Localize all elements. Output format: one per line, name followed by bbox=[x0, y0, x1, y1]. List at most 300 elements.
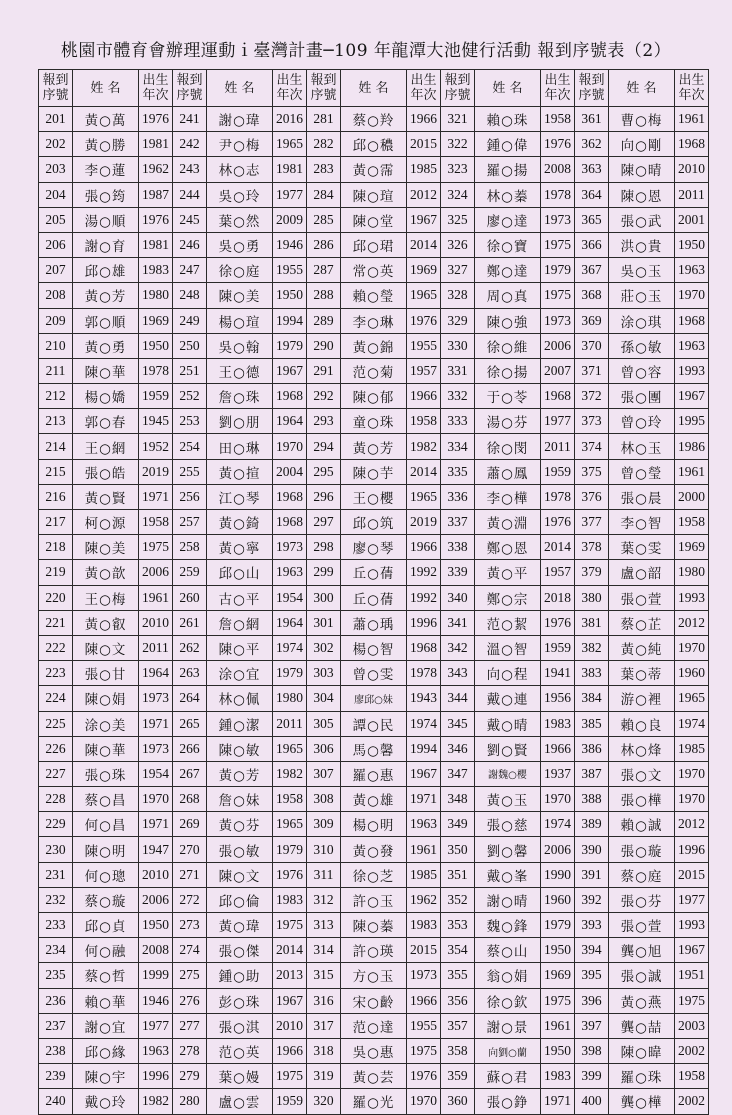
serial-number-cell: 313 bbox=[307, 913, 341, 938]
name-cell: 戴○峯 bbox=[475, 862, 541, 887]
serial-number-cell: 243 bbox=[173, 157, 207, 182]
name-cell: 黃○勇 bbox=[73, 333, 139, 358]
name-cell: 張○珠 bbox=[73, 761, 139, 786]
table-row bbox=[39, 585, 709, 610]
name-cell: 王○梅 bbox=[73, 585, 139, 610]
serial-number-cell: 245 bbox=[173, 207, 207, 232]
name-cell: 尹○梅 bbox=[207, 132, 273, 157]
name-cell: 陳○華 bbox=[73, 358, 139, 383]
name-cell: 黃○芳 bbox=[341, 434, 407, 459]
birth-year-cell: 2011 bbox=[139, 635, 173, 660]
name-cell: 龔○喆 bbox=[609, 1013, 675, 1038]
name-cell: 羅○揚 bbox=[475, 157, 541, 182]
birth-year-cell: 2014 bbox=[407, 232, 441, 257]
birth-year-cell: 1950 bbox=[675, 232, 709, 257]
name-cell: 張○淇 bbox=[207, 1013, 273, 1038]
table-row bbox=[39, 988, 709, 1013]
birth-year-cell: 1960 bbox=[675, 661, 709, 686]
name-cell: 陳○強 bbox=[475, 308, 541, 333]
name-cell: 黃○叡 bbox=[73, 610, 139, 635]
name-cell: 于○苓 bbox=[475, 384, 541, 409]
name-cell: 廖邱○妹 bbox=[341, 686, 407, 711]
name-cell: 謝○景 bbox=[475, 1013, 541, 1038]
birth-year-cell: 1975 bbox=[541, 283, 575, 308]
serial-number-cell: 215 bbox=[39, 459, 73, 484]
name-cell: 邱○筑 bbox=[341, 510, 407, 535]
serial-number-cell: 283 bbox=[307, 157, 341, 182]
birth-year-cell: 1970 bbox=[407, 1089, 441, 1114]
serial-number-cell: 231 bbox=[39, 862, 73, 887]
birth-year-cell: 1969 bbox=[541, 963, 575, 988]
serial-number-cell: 329 bbox=[441, 308, 475, 333]
name-cell: 陳○平 bbox=[207, 635, 273, 660]
table-row bbox=[39, 635, 709, 660]
serial-number-cell: 277 bbox=[173, 1013, 207, 1038]
birth-year-cell: 1954 bbox=[273, 585, 307, 610]
birth-year-cell: 1951 bbox=[675, 963, 709, 988]
serial-number-cell: 229 bbox=[39, 812, 73, 837]
name-cell: 張○傑 bbox=[207, 938, 273, 963]
birth-year-cell: 1958 bbox=[273, 787, 307, 812]
serial-number-cell: 375 bbox=[575, 459, 609, 484]
birth-year-cell: 1958 bbox=[407, 409, 441, 434]
name-cell: 常○英 bbox=[341, 258, 407, 283]
name-cell: 陳○蓁 bbox=[341, 913, 407, 938]
table-row bbox=[39, 1089, 709, 1114]
birth-year-cell: 1993 bbox=[675, 585, 709, 610]
name-cell: 陳○美 bbox=[207, 283, 273, 308]
serial-number-cell: 259 bbox=[173, 560, 207, 585]
birth-year-cell: 1976 bbox=[407, 308, 441, 333]
header-birth-year: 出生 年次 bbox=[541, 70, 575, 107]
name-cell: 鍾○潔 bbox=[207, 711, 273, 736]
name-cell: 羅○珠 bbox=[609, 1064, 675, 1089]
birth-year-cell: 1964 bbox=[273, 409, 307, 434]
serial-number-cell: 316 bbox=[307, 988, 341, 1013]
name-cell: 蕭○鳳 bbox=[475, 459, 541, 484]
table-row bbox=[39, 661, 709, 686]
birth-year-cell: 1966 bbox=[407, 384, 441, 409]
table-row bbox=[39, 384, 709, 409]
serial-number-cell: 400 bbox=[575, 1089, 609, 1114]
name-cell: 田○琳 bbox=[207, 434, 273, 459]
name-cell: 湯○芬 bbox=[475, 409, 541, 434]
birth-year-cell: 1978 bbox=[139, 358, 173, 383]
table-row bbox=[39, 1013, 709, 1038]
name-cell: 曾○瑩 bbox=[609, 459, 675, 484]
birth-year-cell: 1975 bbox=[139, 535, 173, 560]
table-row bbox=[39, 610, 709, 635]
name-cell: 林○志 bbox=[207, 157, 273, 182]
serial-number-cell: 304 bbox=[307, 686, 341, 711]
birth-year-cell: 1943 bbox=[407, 686, 441, 711]
birth-year-cell: 1974 bbox=[273, 635, 307, 660]
name-cell: 范○英 bbox=[207, 1038, 273, 1063]
serial-number-cell: 356 bbox=[441, 988, 475, 1013]
birth-year-cell: 2002 bbox=[675, 1089, 709, 1114]
birth-year-cell: 2006 bbox=[139, 560, 173, 585]
serial-number-cell: 242 bbox=[173, 132, 207, 157]
serial-number-cell: 270 bbox=[173, 837, 207, 862]
serial-number-cell: 223 bbox=[39, 661, 73, 686]
name-cell: 溫○智 bbox=[475, 635, 541, 660]
name-cell: 黃○雄 bbox=[341, 787, 407, 812]
serial-number-cell: 319 bbox=[307, 1064, 341, 1089]
birth-year-cell: 1950 bbox=[139, 333, 173, 358]
name-cell: 邱○穠 bbox=[341, 132, 407, 157]
serial-number-cell: 348 bbox=[441, 787, 475, 812]
serial-number-cell: 367 bbox=[575, 258, 609, 283]
table-row bbox=[39, 535, 709, 560]
birth-year-cell: 1965 bbox=[273, 736, 307, 761]
birth-year-cell: 1992 bbox=[407, 585, 441, 610]
serial-number-cell: 374 bbox=[575, 434, 609, 459]
birth-year-cell: 1945 bbox=[139, 409, 173, 434]
name-cell: 黃○寧 bbox=[207, 535, 273, 560]
serial-number-cell: 227 bbox=[39, 761, 73, 786]
serial-number-cell: 222 bbox=[39, 635, 73, 660]
birth-year-cell: 2001 bbox=[675, 207, 709, 232]
birth-year-cell: 1960 bbox=[541, 887, 575, 912]
birth-year-cell: 1971 bbox=[407, 787, 441, 812]
birth-year-cell: 2011 bbox=[273, 711, 307, 736]
name-cell: 陳○堂 bbox=[341, 207, 407, 232]
name-cell: 陳○娟 bbox=[73, 686, 139, 711]
name-cell: 楊○明 bbox=[341, 812, 407, 837]
name-cell: 陳○文 bbox=[207, 862, 273, 887]
name-cell: 蔡○璇 bbox=[73, 887, 139, 912]
name-cell: 蕭○瑀 bbox=[341, 610, 407, 635]
birth-year-cell: 1979 bbox=[273, 661, 307, 686]
birth-year-cell: 2002 bbox=[675, 1038, 709, 1063]
name-cell: 何○融 bbox=[73, 938, 139, 963]
birth-year-cell: 2010 bbox=[273, 1013, 307, 1038]
birth-year-cell: 1973 bbox=[273, 535, 307, 560]
name-cell: 張○團 bbox=[609, 384, 675, 409]
table-row bbox=[39, 686, 709, 711]
name-cell: 蔡○芷 bbox=[609, 610, 675, 635]
serial-number-cell: 272 bbox=[173, 887, 207, 912]
header-name: 姓 名 bbox=[609, 70, 675, 107]
birth-year-cell: 1961 bbox=[675, 107, 709, 132]
roster-table bbox=[38, 69, 709, 1115]
table-row bbox=[39, 308, 709, 333]
birth-year-cell: 1981 bbox=[273, 157, 307, 182]
serial-number-cell: 354 bbox=[441, 938, 475, 963]
header-name: 姓 名 bbox=[73, 70, 139, 107]
serial-number-cell: 211 bbox=[39, 358, 73, 383]
serial-number-cell: 344 bbox=[441, 686, 475, 711]
page-title: 桃園市體育會辦理運動ｉ臺灣計畫─109 年龍潭大池健行活動 報到序號表（2） bbox=[60, 41, 672, 61]
birth-year-cell: 1968 bbox=[407, 635, 441, 660]
birth-year-cell: 1959 bbox=[273, 1089, 307, 1114]
name-cell: 張○筠 bbox=[73, 182, 139, 207]
serial-number-cell: 398 bbox=[575, 1038, 609, 1063]
birth-year-cell: 1996 bbox=[139, 1064, 173, 1089]
table-row bbox=[39, 711, 709, 736]
name-cell: 丘○蒨 bbox=[341, 560, 407, 585]
birth-year-cell: 1964 bbox=[139, 661, 173, 686]
name-cell: 鍾○偉 bbox=[475, 132, 541, 157]
birth-year-cell: 2014 bbox=[273, 938, 307, 963]
birth-year-cell: 2013 bbox=[273, 963, 307, 988]
name-cell: 邱○珺 bbox=[341, 232, 407, 257]
header-name: 姓 名 bbox=[207, 70, 273, 107]
name-cell: 許○瑛 bbox=[341, 938, 407, 963]
serial-number-cell: 324 bbox=[441, 182, 475, 207]
name-cell: 涂○宜 bbox=[207, 661, 273, 686]
name-cell: 古○平 bbox=[207, 585, 273, 610]
serial-number-cell: 217 bbox=[39, 510, 73, 535]
serial-number-cell: 286 bbox=[307, 232, 341, 257]
name-cell: 盧○韶 bbox=[609, 560, 675, 585]
table-row bbox=[39, 283, 709, 308]
header-birth-year: 出生 年次 bbox=[273, 70, 307, 107]
name-cell: 徐○寶 bbox=[475, 232, 541, 257]
table-row bbox=[39, 837, 709, 862]
table-row bbox=[39, 182, 709, 207]
name-cell: 詹○珠 bbox=[207, 384, 273, 409]
name-cell: 張○武 bbox=[609, 207, 675, 232]
birth-year-cell: 2019 bbox=[407, 510, 441, 535]
table-row bbox=[39, 787, 709, 812]
birth-year-cell: 1952 bbox=[139, 434, 173, 459]
table-row bbox=[39, 358, 709, 383]
birth-year-cell: 1961 bbox=[675, 459, 709, 484]
table-row bbox=[39, 913, 709, 938]
serial-number-cell: 387 bbox=[575, 761, 609, 786]
serial-number-cell: 249 bbox=[173, 308, 207, 333]
name-cell: 蔡○山 bbox=[475, 938, 541, 963]
name-cell: 李○琳 bbox=[341, 308, 407, 333]
birth-year-cell: 1975 bbox=[273, 1064, 307, 1089]
name-cell: 張○萱 bbox=[609, 585, 675, 610]
name-cell: 葉○嫚 bbox=[207, 1064, 273, 1089]
serial-number-cell: 388 bbox=[575, 787, 609, 812]
name-cell: 楊○智 bbox=[341, 635, 407, 660]
name-cell: 吳○翰 bbox=[207, 333, 273, 358]
header-row bbox=[39, 70, 709, 107]
name-cell: 翁○娟 bbox=[475, 963, 541, 988]
serial-number-cell: 256 bbox=[173, 484, 207, 509]
birth-year-cell: 1994 bbox=[273, 308, 307, 333]
serial-number-cell: 207 bbox=[39, 258, 73, 283]
header-birth-year: 出生 年次 bbox=[407, 70, 441, 107]
serial-number-cell: 380 bbox=[575, 585, 609, 610]
serial-number-cell: 269 bbox=[173, 812, 207, 837]
serial-number-cell: 236 bbox=[39, 988, 73, 1013]
name-cell: 涂○美 bbox=[73, 711, 139, 736]
serial-number-cell: 213 bbox=[39, 409, 73, 434]
serial-number-cell: 359 bbox=[441, 1064, 475, 1089]
serial-number-cell: 234 bbox=[39, 938, 73, 963]
name-cell: 孫○敏 bbox=[609, 333, 675, 358]
name-cell: 陳○華 bbox=[73, 736, 139, 761]
birth-year-cell: 1962 bbox=[407, 887, 441, 912]
birth-year-cell: 2009 bbox=[273, 207, 307, 232]
serial-number-cell: 321 bbox=[441, 107, 475, 132]
name-cell: 吳○玉 bbox=[609, 258, 675, 283]
birth-year-cell: 2015 bbox=[407, 938, 441, 963]
birth-year-cell: 1995 bbox=[675, 409, 709, 434]
table-row bbox=[39, 938, 709, 963]
birth-year-cell: 1974 bbox=[407, 711, 441, 736]
birth-year-cell: 1978 bbox=[541, 182, 575, 207]
name-cell: 譚○民 bbox=[341, 711, 407, 736]
table-row bbox=[39, 812, 709, 837]
name-cell: 蔡○昌 bbox=[73, 787, 139, 812]
table-row bbox=[39, 232, 709, 257]
name-cell: 賴○珠 bbox=[475, 107, 541, 132]
birth-year-cell: 1970 bbox=[541, 787, 575, 812]
birth-year-cell: 1983 bbox=[273, 887, 307, 912]
name-cell: 黃○發 bbox=[341, 837, 407, 862]
serial-number-cell: 276 bbox=[173, 988, 207, 1013]
name-cell: 張○皓 bbox=[73, 459, 139, 484]
serial-number-cell: 252 bbox=[173, 384, 207, 409]
name-cell: 林○烽 bbox=[609, 736, 675, 761]
serial-number-cell: 345 bbox=[441, 711, 475, 736]
serial-number-cell: 295 bbox=[307, 459, 341, 484]
table-row bbox=[39, 510, 709, 535]
serial-number-cell: 298 bbox=[307, 535, 341, 560]
name-cell: 范○達 bbox=[341, 1013, 407, 1038]
table-row bbox=[39, 560, 709, 585]
birth-year-cell: 2012 bbox=[407, 182, 441, 207]
name-cell: 曹○梅 bbox=[609, 107, 675, 132]
name-cell: 戴○連 bbox=[475, 686, 541, 711]
name-cell: 向○剛 bbox=[609, 132, 675, 157]
name-cell: 黃○燕 bbox=[609, 988, 675, 1013]
serial-number-cell: 382 bbox=[575, 635, 609, 660]
serial-number-cell: 302 bbox=[307, 635, 341, 660]
name-cell: 江○琴 bbox=[207, 484, 273, 509]
birth-year-cell: 1970 bbox=[273, 434, 307, 459]
serial-number-cell: 299 bbox=[307, 560, 341, 585]
birth-year-cell: 2010 bbox=[139, 862, 173, 887]
serial-number-cell: 349 bbox=[441, 812, 475, 837]
serial-number-cell: 220 bbox=[39, 585, 73, 610]
birth-year-cell: 1977 bbox=[675, 887, 709, 912]
serial-number-cell: 208 bbox=[39, 283, 73, 308]
table-row bbox=[39, 157, 709, 182]
birth-year-cell: 1965 bbox=[273, 812, 307, 837]
name-cell: 盧○雲 bbox=[207, 1089, 273, 1114]
serial-number-cell: 218 bbox=[39, 535, 73, 560]
name-cell: 吳○玲 bbox=[207, 182, 273, 207]
serial-number-cell: 385 bbox=[575, 711, 609, 736]
serial-number-cell: 315 bbox=[307, 963, 341, 988]
birth-year-cell: 2006 bbox=[541, 837, 575, 862]
serial-number-cell: 290 bbox=[307, 333, 341, 358]
name-cell: 龔○樺 bbox=[609, 1089, 675, 1114]
birth-year-cell: 2000 bbox=[675, 484, 709, 509]
serial-number-cell: 285 bbox=[307, 207, 341, 232]
birth-year-cell: 2015 bbox=[407, 132, 441, 157]
birth-year-cell: 1985 bbox=[675, 736, 709, 761]
birth-year-cell: 1994 bbox=[407, 736, 441, 761]
name-cell: 吳○勇 bbox=[207, 232, 273, 257]
serial-number-cell: 275 bbox=[173, 963, 207, 988]
name-cell: 賴○瑩 bbox=[341, 283, 407, 308]
serial-number-cell: 390 bbox=[575, 837, 609, 862]
serial-number-cell: 209 bbox=[39, 308, 73, 333]
serial-number-cell: 296 bbox=[307, 484, 341, 509]
birth-year-cell: 1968 bbox=[675, 308, 709, 333]
header-name: 姓 名 bbox=[475, 70, 541, 107]
serial-number-cell: 378 bbox=[575, 535, 609, 560]
serial-number-cell: 238 bbox=[39, 1038, 73, 1063]
name-cell: 曾○雯 bbox=[341, 661, 407, 686]
table-row bbox=[39, 761, 709, 786]
birth-year-cell: 1976 bbox=[273, 862, 307, 887]
name-cell: 涂○琪 bbox=[609, 308, 675, 333]
serial-number-cell: 240 bbox=[39, 1089, 73, 1114]
name-cell: 謝○晴 bbox=[475, 887, 541, 912]
birth-year-cell: 1966 bbox=[407, 107, 441, 132]
serial-number-cell: 352 bbox=[441, 887, 475, 912]
birth-year-cell: 1965 bbox=[273, 132, 307, 157]
birth-year-cell: 1958 bbox=[139, 510, 173, 535]
name-cell: 劉○馨 bbox=[475, 837, 541, 862]
name-cell: 楊○瑄 bbox=[207, 308, 273, 333]
name-cell: 向劉○蘭 bbox=[475, 1038, 541, 1063]
name-cell: 陳○明 bbox=[73, 837, 139, 862]
serial-number-cell: 399 bbox=[575, 1064, 609, 1089]
name-cell: 黃○芬 bbox=[207, 812, 273, 837]
serial-number-cell: 280 bbox=[173, 1089, 207, 1114]
birth-year-cell: 1956 bbox=[541, 686, 575, 711]
serial-number-cell: 228 bbox=[39, 787, 73, 812]
birth-year-cell: 1999 bbox=[139, 963, 173, 988]
name-cell: 彭○珠 bbox=[207, 988, 273, 1013]
name-cell: 李○蓮 bbox=[73, 157, 139, 182]
birth-year-cell: 1968 bbox=[675, 132, 709, 157]
serial-number-cell: 279 bbox=[173, 1064, 207, 1089]
serial-number-cell: 393 bbox=[575, 913, 609, 938]
header-birth-year: 出生 年次 bbox=[675, 70, 709, 107]
name-cell: 陳○瑄 bbox=[341, 182, 407, 207]
serial-number-cell: 328 bbox=[441, 283, 475, 308]
serial-number-cell: 371 bbox=[575, 358, 609, 383]
birth-year-cell: 1958 bbox=[675, 1064, 709, 1089]
birth-year-cell: 1941 bbox=[541, 661, 575, 686]
serial-number-cell: 341 bbox=[441, 610, 475, 635]
serial-number-cell: 350 bbox=[441, 837, 475, 862]
birth-year-cell: 1979 bbox=[273, 837, 307, 862]
serial-number-cell: 311 bbox=[307, 862, 341, 887]
serial-number-cell: 261 bbox=[173, 610, 207, 635]
table-row bbox=[39, 409, 709, 434]
name-cell: 張○樺 bbox=[609, 787, 675, 812]
serial-number-cell: 377 bbox=[575, 510, 609, 535]
name-cell: 陳○敏 bbox=[207, 736, 273, 761]
birth-year-cell: 1961 bbox=[541, 1013, 575, 1038]
birth-year-cell: 1969 bbox=[675, 535, 709, 560]
serial-number-cell: 322 bbox=[441, 132, 475, 157]
serial-number-cell: 210 bbox=[39, 333, 73, 358]
serial-number-cell: 336 bbox=[441, 484, 475, 509]
serial-number-cell: 325 bbox=[441, 207, 475, 232]
name-cell: 蘇○君 bbox=[475, 1064, 541, 1089]
serial-number-cell: 287 bbox=[307, 258, 341, 283]
table-row bbox=[39, 1038, 709, 1063]
birth-year-cell: 1968 bbox=[273, 384, 307, 409]
birth-year-cell: 1967 bbox=[675, 384, 709, 409]
serial-number-cell: 260 bbox=[173, 585, 207, 610]
serial-number-cell: 353 bbox=[441, 913, 475, 938]
name-cell: 莊○玉 bbox=[609, 283, 675, 308]
